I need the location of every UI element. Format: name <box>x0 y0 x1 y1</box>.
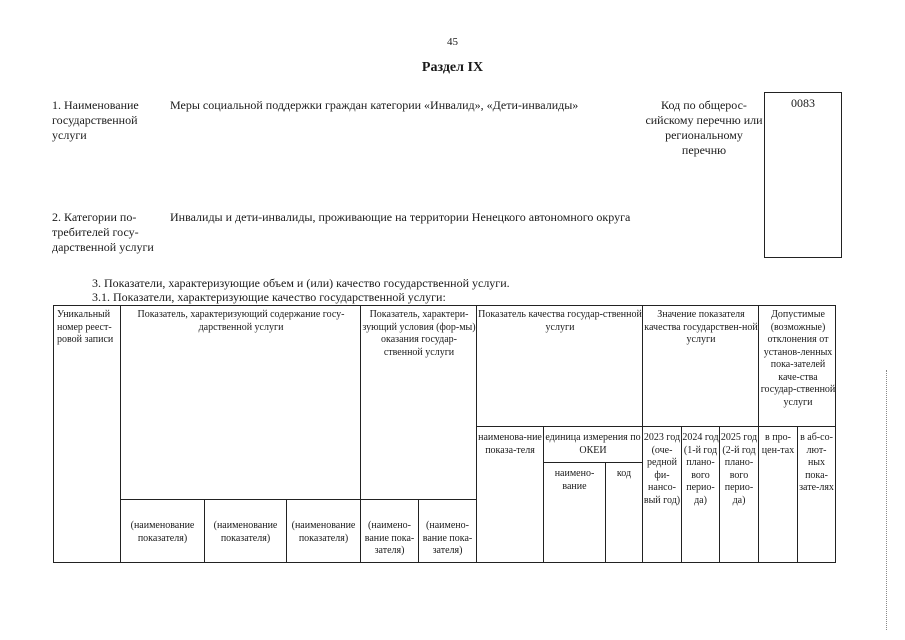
conditions-sub-1: (наимено-вание пока-зателя) <box>364 520 415 556</box>
value-header: Значение показателя качества государствен-ной услуги <box>644 309 758 345</box>
registry-code-label: Код по общерос-сийскому перечню или региональному перечню <box>645 98 763 157</box>
unique-number-header: Уникальный номер реест-ровой записи <box>57 309 114 345</box>
year-2023-header: 2023 год (оче-редной фи-нансо-вый год) <box>643 432 681 506</box>
deviation-percent-header: в про-цен-тах <box>761 432 795 456</box>
page-number: 45 <box>447 36 458 48</box>
deviation-header: Допустимые (возможные) отклонения от установ-ленных пока-зателей каче-ства государ-ственной услуги <box>760 309 836 408</box>
year-2024-header: 2024 год (1-й год плано-вого перио-да) <box>682 432 719 506</box>
unit-okei-header: единица измерения по ОКЕИ <box>545 432 641 456</box>
year-2025-header: 2025 год (2-й год плано-вого перио-да) <box>720 432 758 506</box>
quality-header: Показатель качества государ-ственной услуги <box>478 309 642 333</box>
conditions-header: Показатель, характери-зующий условия (фор-мы) оказания государ-ственной услуги <box>362 309 476 358</box>
content-header: Показатель, характеризующий содержание госу-дарственной услуги <box>137 309 345 333</box>
deviation-absolute-header: в аб-со-лют-ных пока-зате-лях <box>799 432 834 493</box>
service-name-label: 1. Наименование государственной услуги <box>52 98 139 142</box>
indicators-heading: 3. Показатели, характеризующие объем и (или) качество государственной услуги. <box>92 276 510 290</box>
section-title: Раздел IX <box>421 60 484 75</box>
content-sub-1: (наименование показателя) <box>130 520 195 544</box>
indicator-name-header: наименова-ние показа-теля <box>478 432 542 456</box>
content-sub-2: (наименование показателя) <box>213 520 278 544</box>
margin-dots <box>886 370 893 630</box>
quality-heading: 3.1. Показатели, характеризующие качество государственной услуги: <box>92 290 446 304</box>
unit-code-header: код <box>616 468 632 479</box>
registry-code-value: 0083 <box>791 96 815 110</box>
content-sub-3: (наименование показателя) <box>291 520 356 544</box>
conditions-sub-2: (наимено-вание пока-зателя) <box>422 520 473 556</box>
consumers-label: 2. Категории по-требителей госу-дарственной услуги <box>52 210 154 254</box>
service-name-value: Меры социальной поддержки граждан категории «Инвалид», «Дети-инвалиды» <box>170 98 579 112</box>
unit-name-header: наимено-вание <box>554 468 595 492</box>
consumers-value: Инвалиды и дети-инвалиды, проживающие на территории Ненецкого автономного округа <box>170 210 631 224</box>
